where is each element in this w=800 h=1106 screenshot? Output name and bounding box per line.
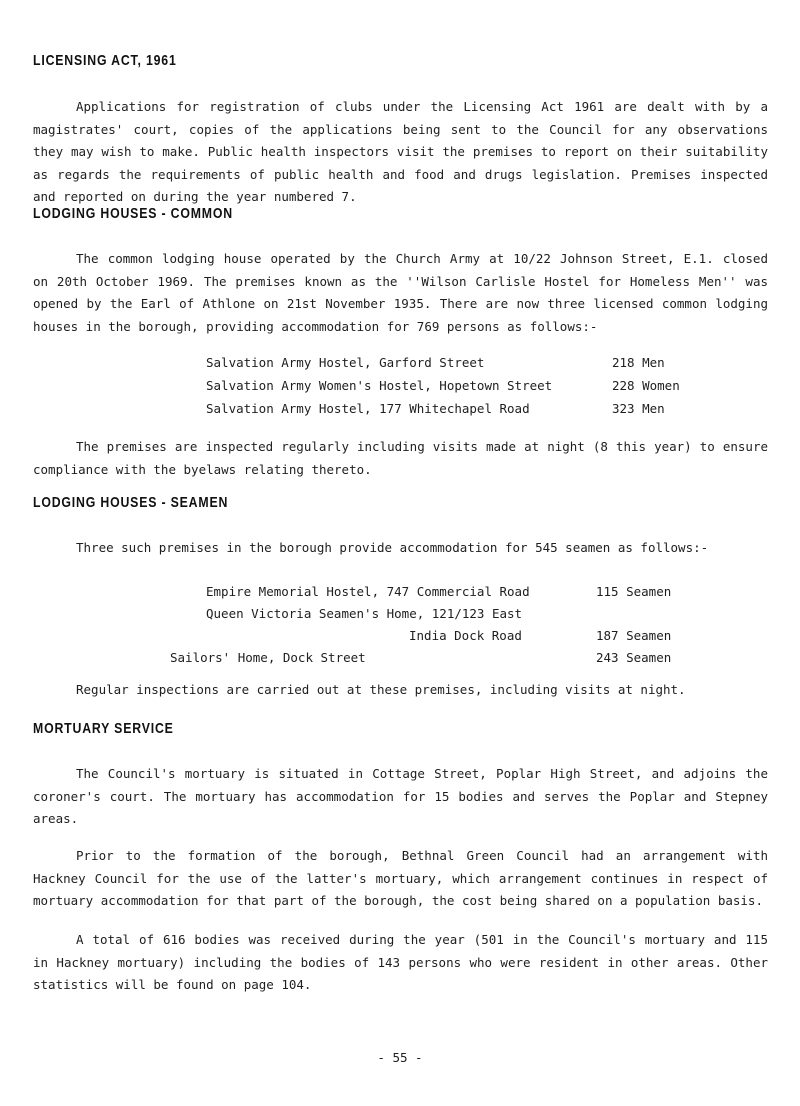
table-row-name: Queen Victoria Seamen's Home, 121/123 East — [206, 606, 523, 621]
seamen-lodging-heading: LODGING HOUSES - SEAMEN — [33, 494, 229, 511]
table-row-value: 115 Seamen — [596, 584, 672, 599]
table-row-name: Salvation Army Hostel, Garford Street — [206, 355, 485, 370]
table-row-name: Salvation Army Hostel, 177 Whitechapel Road — [206, 401, 530, 416]
seamen-lodging-paragraph: Three such premises in the borough provide accommodation for 545 seamen as follows:- — [76, 540, 709, 555]
licensing-paragraph: Applications for registration of clubs under the Licensing Act 1961 are dealt with by a magistrates' court, copies of the applications being sent to the Council for any observations they may wish to make. Public health inspectors visit the premises to report on their suitability as regards the requirements of public health and food and drugs legislation. Premises inspected and reported on during the year numbered 7. — [33, 99, 768, 204]
table-row-name: Salvation Army Women's Hostel, Hopetown Street — [206, 378, 553, 393]
mortuary-heading: MORTUARY SERVICE — [33, 720, 174, 737]
table-row-name: India Dock Road — [409, 628, 522, 643]
table-row-name: Empire Memorial Hostel, 747 Commercial Road — [206, 584, 530, 599]
table-row-value: 243 Seamen — [596, 650, 672, 665]
common-lodging-heading: LODGING HOUSES - COMMON — [33, 205, 233, 222]
table-row-value: 228 Women — [612, 378, 680, 393]
common-lodging-paragraph: The common lodging house operated by the Church Army at 10/22 Johnson Street, E.1. closed on 20th October 1969. The premises known as the ''Wilson Carlisle Hostel for Homeless Men'' was opened by the Earl of Athlone on 21st November 1935. There are now three licensed common lodging houses in the borough, providing accommodation for 769 persons as follows:- — [33, 251, 768, 334]
seamen-lodging-inspection-paragraph: Regular inspections are carried out at these premises, including visits at night. — [76, 682, 686, 697]
mortuary-paragraph-3: A total of 616 bodies was received during the year (501 in the Council's mortuary and 115 in Hackney mortuary) including the bodies of 143 persons who were resident in other areas. Other statistics will be found on page 104. — [33, 932, 768, 992]
mortuary-paragraph-2: Prior to the formation of the borough, Bethnal Green Council had an arrangement with Hackney Council for the use of the latter's mortuary, which arrangement continues in respect of mortuary accommodation for that part of the borough, the cost being shared on a population basis. — [33, 848, 768, 908]
mortuary-paragraph-1: The Council's mortuary is situated in Cottage Street, Poplar High Street, and adjoins the coroner's court. The mortuary has accommodation for 15 bodies and serves the Poplar and Stepney areas. — [33, 766, 768, 826]
table-row-value: 187 Seamen — [596, 628, 672, 643]
table-row-value: 323 Men — [612, 401, 665, 416]
licensing-heading: LICENSING ACT, 1961 — [33, 52, 177, 69]
common-lodging-inspection-paragraph: The premises are inspected regularly including visits made at night (8 this year) to ensure compliance with the byelaws relating thereto. — [33, 439, 768, 477]
table-row-name: Sailors' Home, Dock Street — [170, 650, 366, 665]
page-number: - 55 - — [377, 1050, 423, 1065]
table-row-value: 218 Men — [612, 355, 665, 370]
